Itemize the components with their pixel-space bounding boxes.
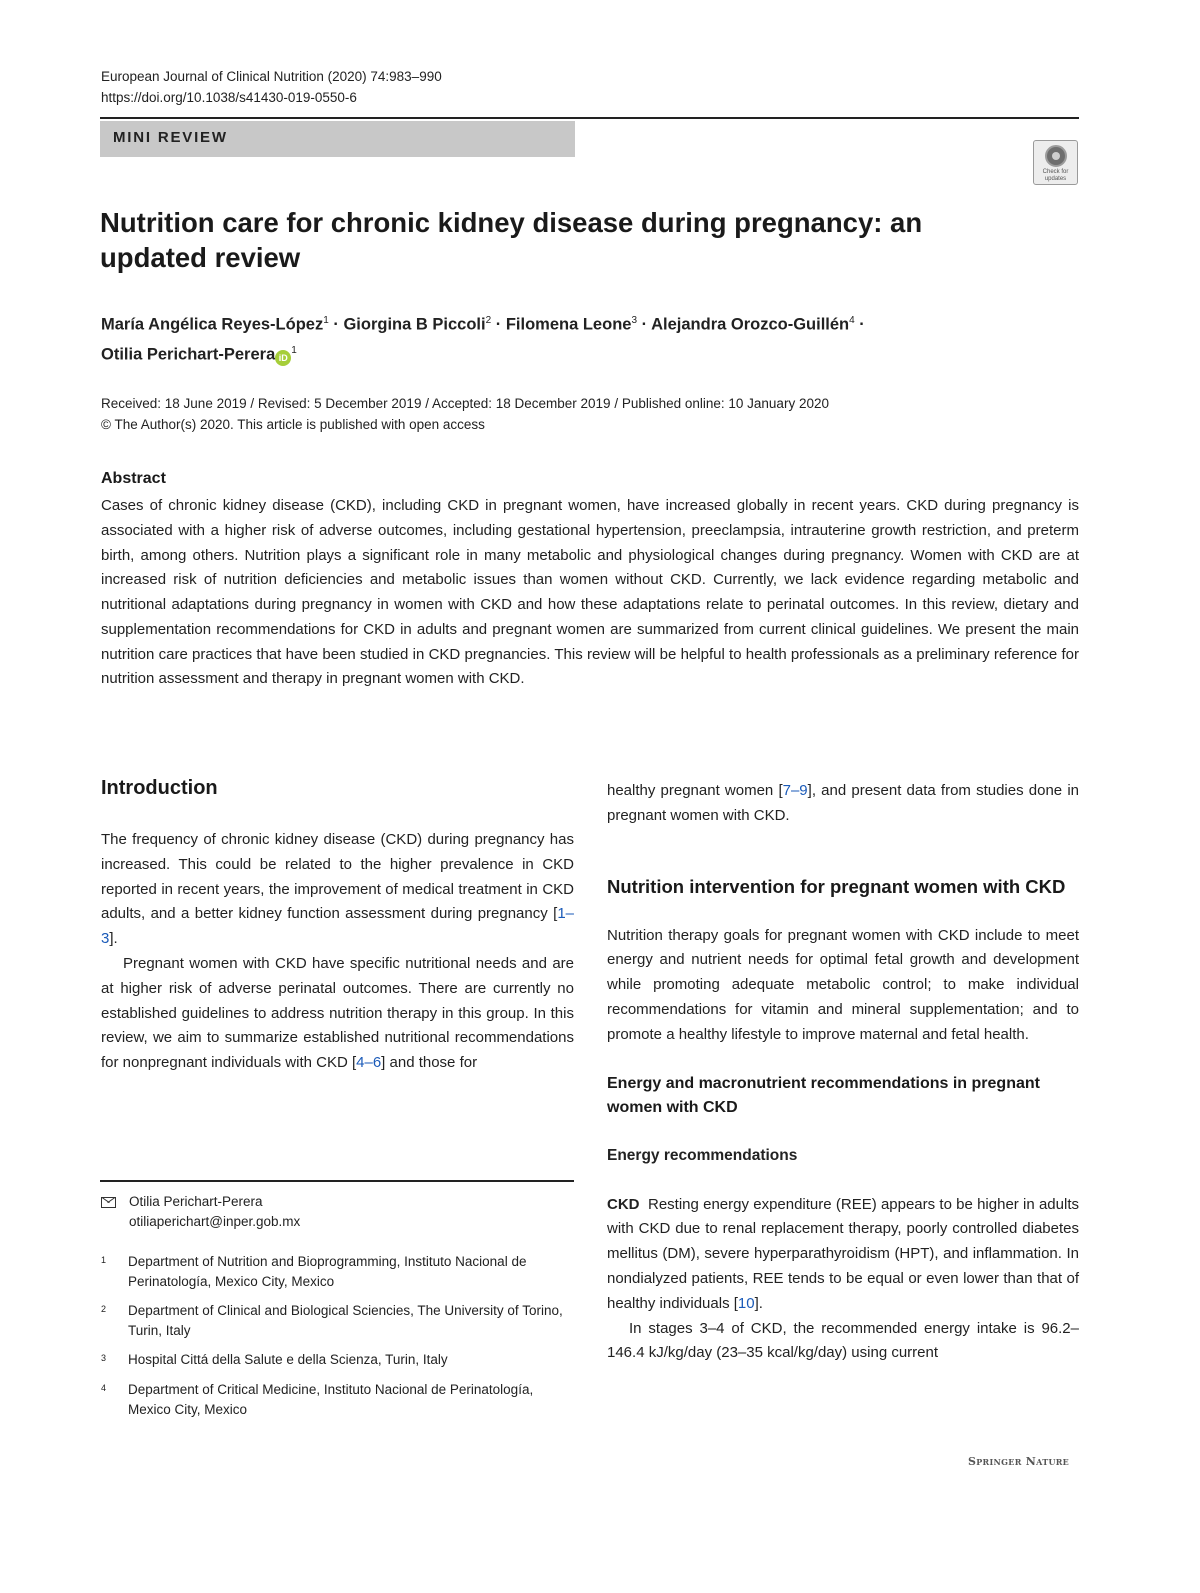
doi-link[interactable]: https://doi.org/10.1038/s41430-019-0550-6 [101, 90, 357, 105]
author-affiliation-marker: 1 [323, 315, 329, 326]
author-affiliation-marker: 3 [631, 315, 638, 326]
ckd-stages-paragraph: In stages 3–4 of CKD, the recommended energy intake is 96.2–146.4 kJ/kg/day (23–35 kcal/kg/day) using current [607, 1319, 1079, 1362]
abstract-text: Cases of chronic kidney disease (CKD), including CKD in pregnant women, have increased globally in recent years. CKD during pregnancy is associated with a higher risk of adverse outcomes, including gestational hypertension, preeclampsia, intrauterine growth restriction, and preterm birth, among others. Nutrition plays a significant role in many metabolic and physiological changes during pregnancy. Women with CKD are at increased risk of nutrition deficiencies and metabolic issues than women without CKD. Currently, we lack evidence regarding metabolic and nutritional adaptations during pregnancy in women with CKD and how these adaptations relate to perinatal outcomes. In this review, dietary and supplementation recommendations for CKD in adults and pregnant women are summarized from current clinical guidelines. We present the main nutrition care practices that have been studied in CKD pregnancies. This review will be helpful to health professionals as a preliminary reference for nutrition assessment and therapy in pregnant women with CKD. [101, 497, 1079, 688]
affiliation-number: 2 [101, 1304, 107, 1314]
intro-section [101, 776, 574, 1076]
author-name[interactable]: Giorgina B Piccoli [343, 315, 486, 334]
affiliation [101, 1252, 574, 1292]
affiliation-text: Department of Nutrition and Bioprogramming, Instituto Nacional de Perinatología, Mexico City, Mexico [128, 1254, 527, 1289]
section-label: MINI REVIEW [113, 129, 228, 146]
copyright-line: © The Author(s) 2020. This article is published with open access [101, 417, 485, 432]
crossmark-icon [1045, 145, 1067, 167]
citation-link[interactable]: 7–9 [782, 782, 808, 799]
header-rule [100, 117, 1079, 119]
energy-recommendations-heading: Energy recommendations [607, 1146, 798, 1164]
dates-line: Received: 18 June 2019 / Revised: 5 December 2019 / Accepted: 18 December 2019 / Published online: 10 January 2020 [101, 396, 829, 411]
crossmark-label: Check for updates [1042, 169, 1069, 182]
nutrition-intervention-heading: Nutrition intervention for pregnant women with CKD [607, 875, 1066, 897]
journal-citation: European Journal of Clinical Nutrition (2020) 74:983–990 [101, 69, 442, 84]
orcid-icon[interactable]: iD [275, 350, 291, 366]
right-column [607, 779, 1079, 1366]
correspondence-email[interactable]: otiliaperichart@inper.gob.mx [129, 1214, 301, 1229]
author-name[interactable]: Otilia Perichart-Perera [101, 345, 276, 363]
paragraph-text: Resting energy expenditure (REE) appears to be higher in adults with CKD due to renal replacement therapy, poorly controlled diabetes mellitus (DM), severe hyperparathyroidism (HPT), and inflammation. In nondialyzed patients, REE tends to be equal or even lower than that of healthy individuals [ [607, 1195, 1079, 1312]
paragraph-text: ]. [109, 930, 118, 948]
intro-paragraph-1 [101, 828, 574, 952]
ckd-run-in-label: CKD [607, 1195, 640, 1213]
footnote-rule [100, 1180, 574, 1182]
paragraph-text: ]. [754, 1294, 763, 1312]
abstract-heading: Abstract [101, 470, 166, 487]
affiliation [101, 1380, 574, 1420]
affiliation-text: Department of Clinical and Biological Sciencies, The University of Torino, Turin, Italy [128, 1303, 563, 1338]
paragraph-text: ] and those for [381, 1054, 478, 1072]
correspondence-name: Otilia Perichart-Perera [129, 1194, 263, 1209]
affiliation-number: 1 [101, 1255, 107, 1265]
affiliation-text: Hospital Cittá della Salute e della Scienza, Turin, Italy [128, 1352, 448, 1367]
envelope-icon [101, 1197, 116, 1208]
author-name[interactable]: Filomena Leone [505, 315, 632, 334]
citation-link[interactable]: 4–6 [356, 1054, 382, 1072]
paragraph-text: The frequency of chronic kidney disease (CKD) during pregnancy has increased. This could be related to the higher prevalence in CKD reported in recent years, the improvement of medical treatment in CKD adults, and a better kidney function assessment during pregnancy [ [101, 831, 574, 923]
affiliation [101, 1301, 574, 1341]
citation-link[interactable]: 1–3 [101, 905, 574, 948]
affiliation [101, 1350, 574, 1370]
nutrition-intervention-paragraph: Nutrition therapy goals for pregnant women with CKD include to meet energy and nutrient needs for optimal fetal growth and development while promoting adequate metabolic control; to make individual recommendations for vitamin and mineral supplementation; and to promote a healthy lifestyle to improve maternal and fetal health. [607, 926, 1079, 1043]
author-name[interactable]: María Angélica Reyes-López [101, 315, 324, 334]
affiliation-number: 4 [101, 1383, 107, 1393]
paragraph-text: ], and present data from studies done in pregnant women with CKD. [607, 782, 1079, 824]
correspondence [101, 1192, 574, 1232]
author-affiliation-marker: 4 [849, 315, 855, 326]
journal-header [101, 66, 442, 108]
author-affiliation-marker: 2 [485, 315, 492, 326]
author-separator: · [495, 315, 502, 334]
author-separator: · [859, 315, 865, 334]
citation-link[interactable]: 10 [737, 1294, 755, 1312]
crossmark-button[interactable] [1033, 140, 1078, 185]
author-list [101, 308, 1001, 367]
article-history [101, 393, 1081, 435]
article-title: Nutrition care for chronic kidney disease during pregnancy: an updated review [100, 207, 923, 273]
author-separator: · [641, 315, 648, 334]
intro-heading: Introduction [101, 777, 218, 799]
ckd-energy-paragraph [607, 1193, 1079, 1317]
intro-paragraph-2 [101, 952, 574, 1076]
author-affiliation-marker: 1 [291, 344, 297, 356]
intro-paragraph-continued [607, 779, 1079, 829]
affiliation-text: Department of Critical Medicine, Instituto Nacional de Perinatología, Mexico City, Mexico [128, 1382, 534, 1417]
author-name[interactable]: Alejandra Orozco-Guillén [651, 315, 850, 334]
publisher-logo: Springer Nature [968, 1455, 1070, 1468]
author-separator: · [333, 315, 339, 334]
paragraph-text: healthy pregnant women [ [607, 782, 783, 799]
affiliation-number: 3 [101, 1353, 107, 1363]
energy-macronutrient-heading: Energy and macronutrient recommendations in pregnant women with CKD [607, 1074, 1040, 1116]
paragraph-text: Pregnant women with CKD have specific nutritional needs and are at higher risk of adverse perinatal outcomes. There are currently no established guidelines to address nutrition therapy in this group. In this review, we aim to summarize established nutritional recommendations for nonpregnant individuals with CKD [ [101, 954, 574, 1072]
